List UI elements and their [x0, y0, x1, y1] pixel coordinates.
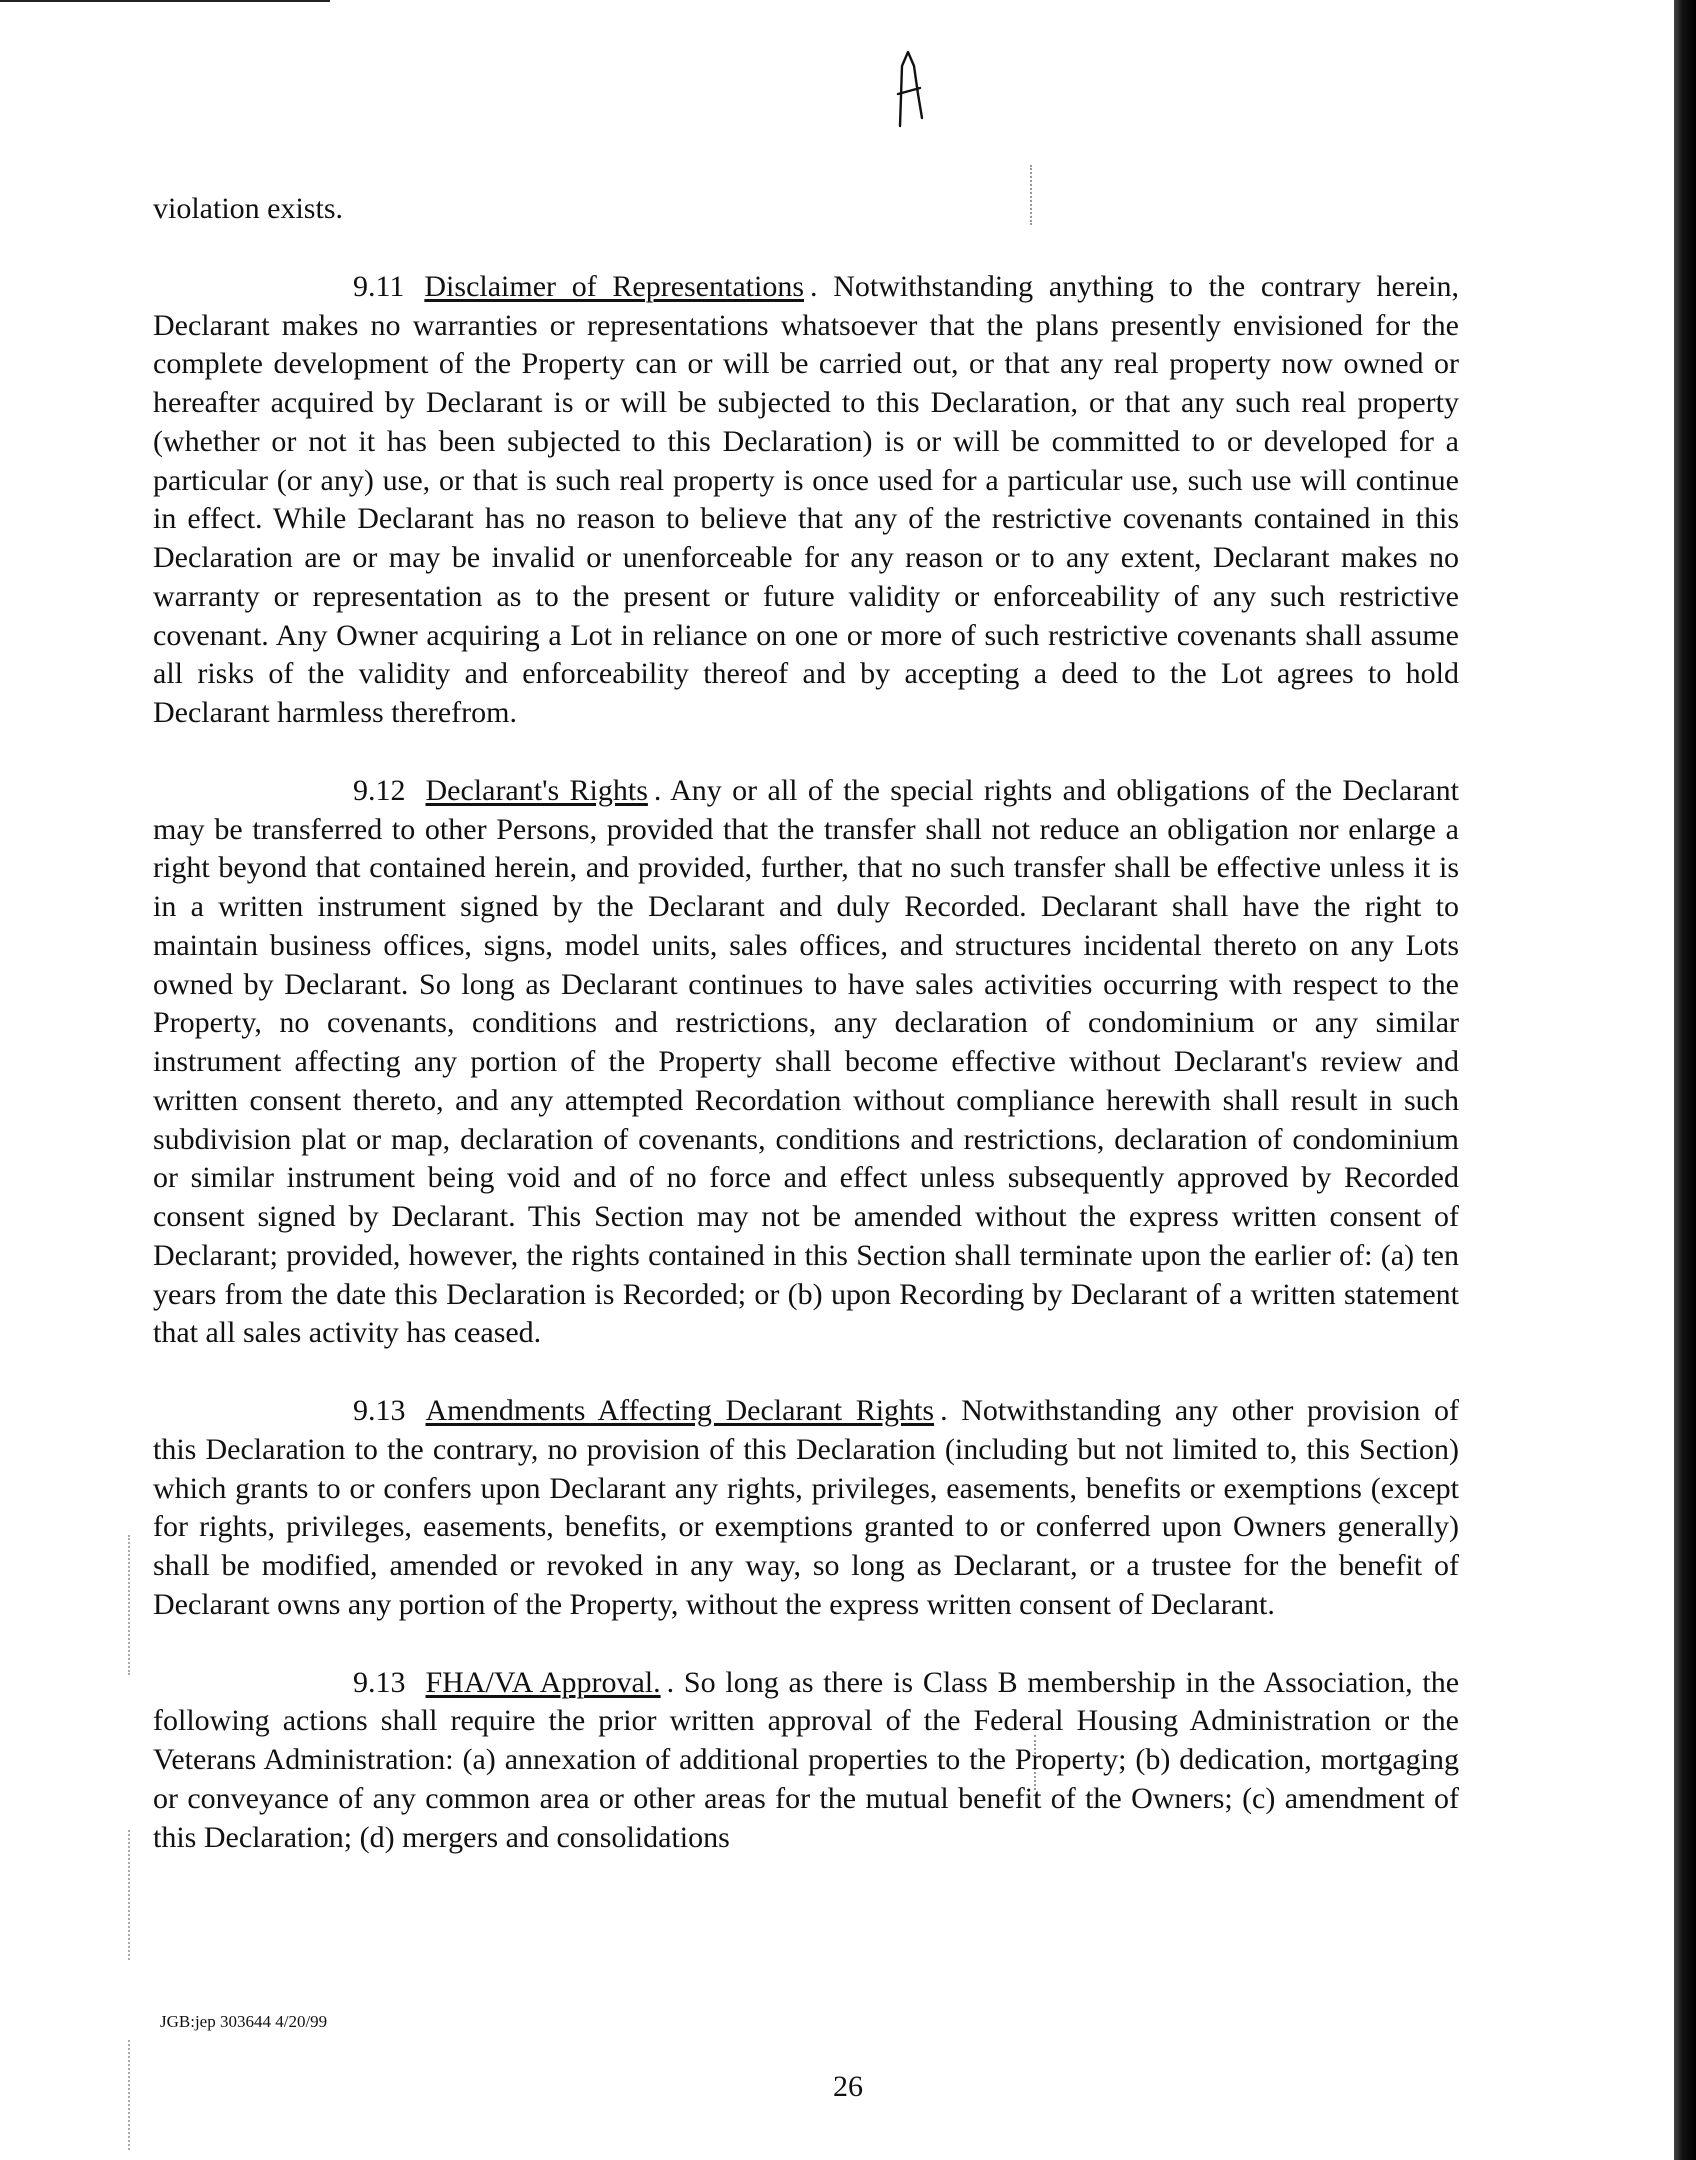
- section-9-11: 9.11 Disclaimer of Representations . Notwithstanding anything to the contrary herein, Declarant makes no warranties or representations whatsoever that the plans presently envisioned for the complete development of the Property can or will be carried out, or that any real property now owned or hereafter acquired by Declarant is or will be subjected to this Declaration, or that any such real property (whether or not it has been subjected to this Declaration) is or will be committed to or developed for a particular (or any) use, or that is such real property is once used for a particular use, such use will continue in effect. While Declarant has no reason to believe that any of the restrictive covenants contained in this Declaration are or may be invalid or unenforceable for any reason or to any extent, Declarant makes no warranty or representation as to the present or future validity or enforceability of any such restrictive covenant. Any Owner acquiring a Lot in reliance on one or more of such restrictive covenants shall assume all risks of the validity and enforceability thereof and by accepting a deed to the Lot agrees to hold Declarant harmless therefrom.: [153, 269, 1459, 729]
- section-heading: FHA/VA Approval.: [425, 1665, 661, 1699]
- section-heading: Amendments Affecting Declarant Rights: [425, 1394, 935, 1427]
- section-body: Any or all of the special rights and obligations of the Declarant may be transferred to other Persons, provided that the transfer shall not reduce an obligation nor enlarge a right beyond that contained herein, and provided, further, that no such transfer shall be effective unless it is in a written instrument signed by the Declarant and duly Recorded. Declarant shall have the right to maintain business offices, signs, model units, sales offices, and structures incidental thereto on any Lots owned by Declarant. So long as Declarant continues to have sales activities occurring with respect to the Property, no covenants, conditions and restrictions, any declaration of condominium or any similar instrument affecting any portion of the Property shall become effective without Declarant's review and written consent thereto, and any attempted Recordation without compliance herewith shall result in such subdivision plat or map, declaration of covenants, conditions and restrictions, declaration of condominium or similar instrument being void and of no force and effect unless subsequently approved by Recorded consent signed by Declarant. This Section may not be amended without the express written consent of Declarant; provided, however, the rights contained in this Section shall terminate upon the earlier of: (a) ten years from the date this Declaration is Recorded; or (b) upon Recording by Declarant of a written statement that all sales activity has ceased.: [153, 773, 1459, 1350]
- section-body: Notwithstanding anything to the contrary herein, Declarant makes no warranties or representations whatsoever that the plans presently envisioned for the complete development of the Property can or will be carried out, or that any real property now owned or hereafter acquired by Declarant is or will be subjected to this Declaration, or that any such real property (whether or not it has been subjected to this Declaration) is or will be committed to or developed for a particular (or any) use, or that is such real property is once used for a particular use, such use will continue in effect. While Declarant has no reason to believe that any of the restrictive covenants contained in this Declaration are or may be invalid or unenforceable for any reason or to any extent, Declarant makes no warranty or representation as to the present or future validity or enforceability of any such restrictive covenant. Any Owner acquiring a Lot in reliance on one or more of such restrictive covenants shall assume all risks of the validity and enforceability thereof and by accepting a deed to the Lot agrees to hold Declarant harmless therefrom.: [153, 269, 1459, 729]
- top-scan-rule: [0, 0, 330, 2]
- section-heading: Disclaimer of Representations: [424, 269, 804, 303]
- section-9-13-amendments: 9.13 Amendments Affecting Declarant Rights . Notwithstanding any other provision of this Declaration to the contrary, no provision of this Declaration (including but not limited to, this Section) which grants to or confers upon Declarant any rights, privileges, easements, benefits or exemptions (except for rights, privileges, easements, benefits, or exemptions granted to or conferred upon Owners generally) shall be modified, amended or revoked in any way, so long as Declarant, or a trustee for the benefit of Declarant owns any portion of the Property, without the express written consent of Declarant.: [153, 1394, 1460, 1621]
- section-number: 9.11: [353, 269, 405, 303]
- section-body: Notwithstanding any other provision of this Declaration to the contrary, no provision of this Declaration (including but not limited to, this Section) which grants to or confers upon Declarant any rights, privileges, easements, benefits or exemptions (except for rights, privileges, easements, benefits, or exemptions granted to or conferred upon Owners generally) shall be modified, amended or revoked in any way, so long as Declarant, or a trustee for the benefit of Declarant owns any portion of the Property, without the express written consent of Declarant.: [153, 1394, 1460, 1621]
- margin-scan-dots: [128, 1830, 132, 1960]
- footer-document-id: JGB:jep 303644 4/20/99: [160, 2012, 328, 2031]
- section-heading: Declarant's Rights: [425, 773, 648, 807]
- section-number: 9.13: [353, 1394, 406, 1427]
- section-9-13-fha-va: 9.13 FHA/VA Approval. . So long as there is Class B membership in the Association, the following actions shall require the prior written approval of the Federal Housing Administration or the Veterans Administration: (a) annexation of additional properties to the Property; (b) dedication, mortgaging or conveyance of any common area or other areas for the mutual benefit of the Owners; (c) amendment of this Declaration; (d) mergers and consolidations: [153, 1665, 1460, 1854]
- page-number: 26: [833, 2070, 863, 2103]
- section-number: 9.12: [353, 773, 406, 807]
- document-body: [153, 190, 1459, 1857]
- section-body: So long as there is Class B membership in the Association, the following actions shall require the prior written approval of the Federal Housing Administration or the Veterans Administration: (a) annexation of additional properties to the Property; (b) dedication, mortgaging or conveyance of any common area or other areas for the mutual benefit of the Owners; (c) amendment of this Declaration; (d) mergers and consolidations: [153, 1665, 1460, 1854]
- handwritten-a-mark: [888, 46, 948, 136]
- continued-text: violation exists.: [153, 192, 343, 225]
- section-9-12: 9.12 Declarant's Rights . Any or all of the special rights and obligations of the Declarant may be transferred to other Persons, provided that the transfer shall not reduce an obligation nor enlarge a right beyond that contained herein, and provided, further, that no such transfer shall be effective unless it is in a written instrument signed by the Declarant and duly Recorded. Declarant shall have the right to maintain business offices, signs, model units, sales offices, and structures incidental thereto on any Lots owned by Declarant. So long as Declarant continues to have sales activities occurring with respect to the Property, no covenants, conditions and restrictions, any declaration of condominium or any similar instrument affecting any portion of the Property shall become effective without Declarant's review and written consent thereto, and any attempted Recordation without compliance herewith shall result in such subdivision plat or map, declaration of covenants, conditions and restrictions, declaration of condominium or similar instrument being void and of no force and effect unless subsequently approved by Recorded consent signed by Declarant. This Section may not be amended without the express written consent of Declarant; provided, however, the rights contained in this Section shall terminate upon the earlier of: (a) ten years from the date this Declaration is Recorded; or (b) upon Recording by Declarant of a written statement that all sales activity has ceased.: [153, 773, 1459, 1350]
- scan-edge-shadow: [1674, 0, 1696, 2160]
- margin-scan-dots: [128, 1535, 132, 1675]
- section-number: 9.13: [353, 1665, 406, 1699]
